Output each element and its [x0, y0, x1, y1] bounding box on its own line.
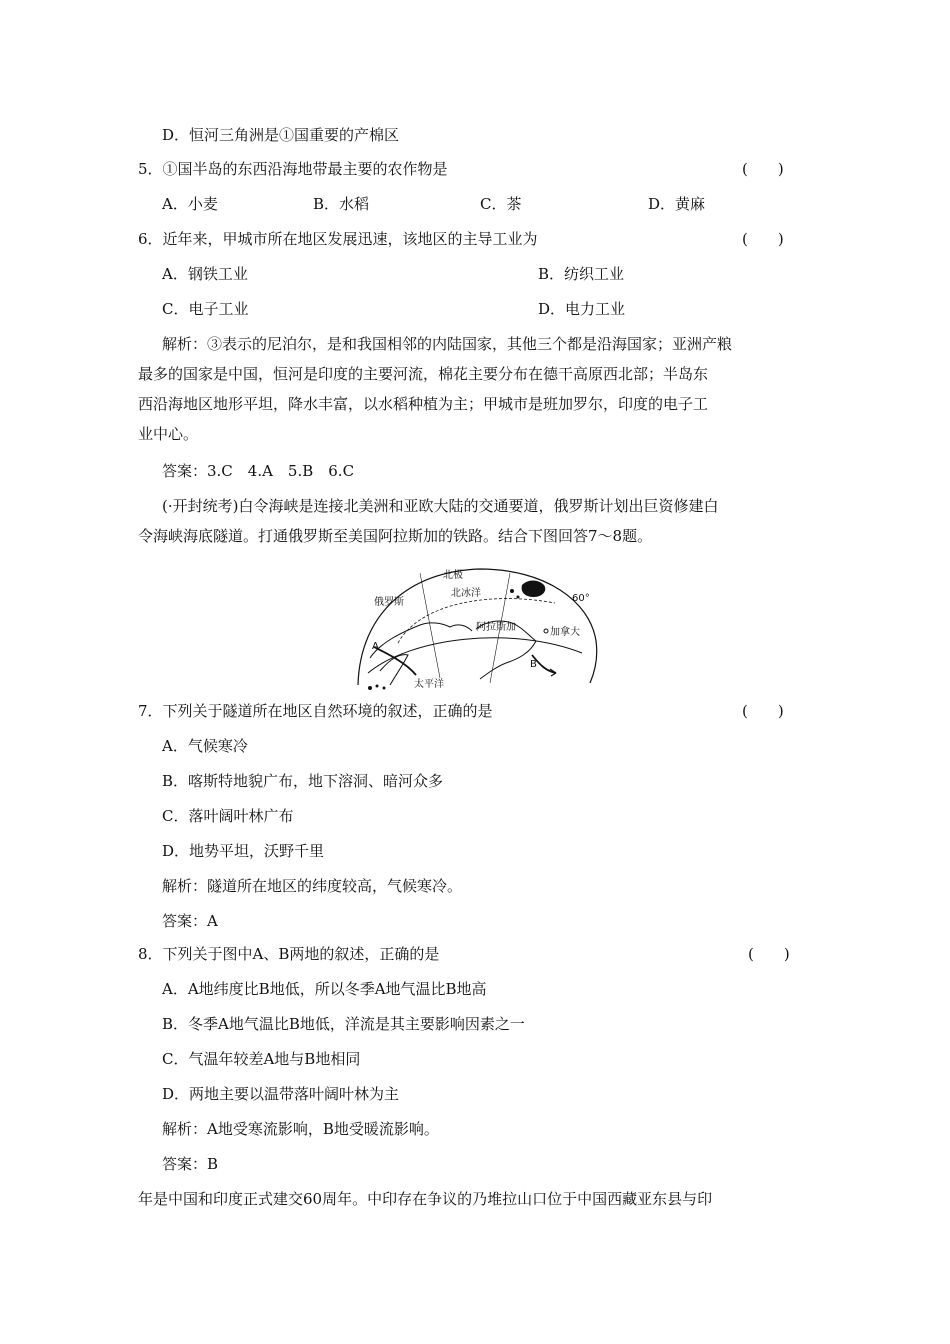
q8-stem: 8．下列关于图中A、B两地的叙述，正确的是 [138, 945, 440, 963]
intro-line: (·开封统考)白令海峡是连接北美洲和亚欧大陆的交通要道，俄罗斯计划出巨资修建白 [162, 497, 719, 515]
q7-option-b: B．喀斯特地貌广布，地下溶洞、暗河众多 [162, 772, 444, 790]
q5-stem: 5．①国半岛的东西沿海地带最主要的农作物是 [138, 160, 448, 178]
map-label-canada: 加拿大 [550, 627, 580, 638]
q7-option-c: C．落叶阔叶林广布 [162, 807, 294, 825]
q4-option-d: D．恒河三角洲是①国重要的产棉区 [162, 126, 400, 144]
q8-answer-paren: ( ) [748, 945, 790, 963]
q5-answer-paren: ( ) [742, 160, 784, 178]
q6-answer-paren: ( ) [742, 230, 784, 248]
map-label-latitude: 60° [572, 593, 590, 604]
next-passage-line: 年是中国和印度正式建交60周年。中印存在争议的乃堆拉山口位于中国西藏亚东县与印 [138, 1190, 713, 1208]
q8-option-d: D．两地主要以温带落叶阔叶林为主 [162, 1085, 400, 1103]
analysis-line: 西沿海地区地形平坦，降水丰富，以水稻种植为主；甲城市是班加罗尔，印度的电子工 [138, 395, 709, 413]
map-label-pacific: 太平洋 [414, 679, 444, 690]
q7-option-d: D．地势平坦，沃野千里 [162, 842, 325, 860]
map-label-arctic: 北冰洋 [451, 588, 481, 599]
q5-option-d: D．黄麻 [648, 195, 706, 213]
map-label-russia: 俄罗斯 [374, 597, 404, 608]
analysis-line: 解析：③表示的尼泊尔，是和我国相邻的内陆国家，其他三个都是沿海国家；亚洲产粮 [162, 335, 733, 353]
q7-analysis: 解析：隧道所在地区的纬度较高，气候寒冷。 [162, 877, 463, 895]
q7-stem: 7．下列关于隧道所在地区自然环境的叙述，正确的是 [138, 702, 493, 720]
answer-line: 答案：3.C 4.A 5.B 6.C [162, 462, 355, 480]
q8-analysis: 解析：A地受寒流影响，B地受暖流影响。 [162, 1120, 439, 1138]
map-label-north-pole: 北极 [443, 570, 463, 581]
q6-option-d: D．电力工业 [538, 300, 626, 318]
analysis-line: 业中心。 [138, 425, 199, 443]
map-label-alaska: 阿拉斯加 [476, 622, 516, 633]
q6-option-a: A．钢铁工业 [162, 265, 248, 283]
q5-option-c: C．茶 [480, 195, 522, 213]
q8-option-c: C．气温年较差A地与B地相同 [162, 1050, 361, 1068]
q5-option-a: A．小麦 [162, 195, 218, 213]
q8-option-a: A．A地纬度比B地低，所以冬季A地气温比B地高 [162, 980, 487, 998]
q7-option-a: A．气候寒冷 [162, 737, 248, 755]
map-label-b: B [530, 659, 537, 670]
q8-option-b: B．冬季A地气温比B地低，洋流是其主要影响因素之一 [162, 1015, 525, 1033]
map-label-a: A [372, 641, 379, 652]
bering-strait-map [350, 563, 600, 693]
q6-option-b: B．纺织工业 [538, 265, 625, 283]
q7-answer: 答案：A [162, 912, 218, 930]
q6-option-c: C．电子工业 [162, 300, 249, 318]
q5-option-b: B．水稻 [313, 195, 370, 213]
q8-answer: 答案：B [162, 1155, 219, 1173]
intro-line: 令海峡海底隧道。打通俄罗斯至美国阿拉斯加的铁路。结合下图回答7～8题。 [138, 527, 653, 545]
q6-stem: 6．近年来，甲城市所在地区发展迅速，该地区的主导工业为 [138, 230, 538, 248]
analysis-line: 最多的国家是中国，恒河是印度的主要河流，棉花主要分布在德干高原西北部；半岛东 [138, 365, 709, 383]
q7-answer-paren: ( ) [742, 702, 784, 720]
